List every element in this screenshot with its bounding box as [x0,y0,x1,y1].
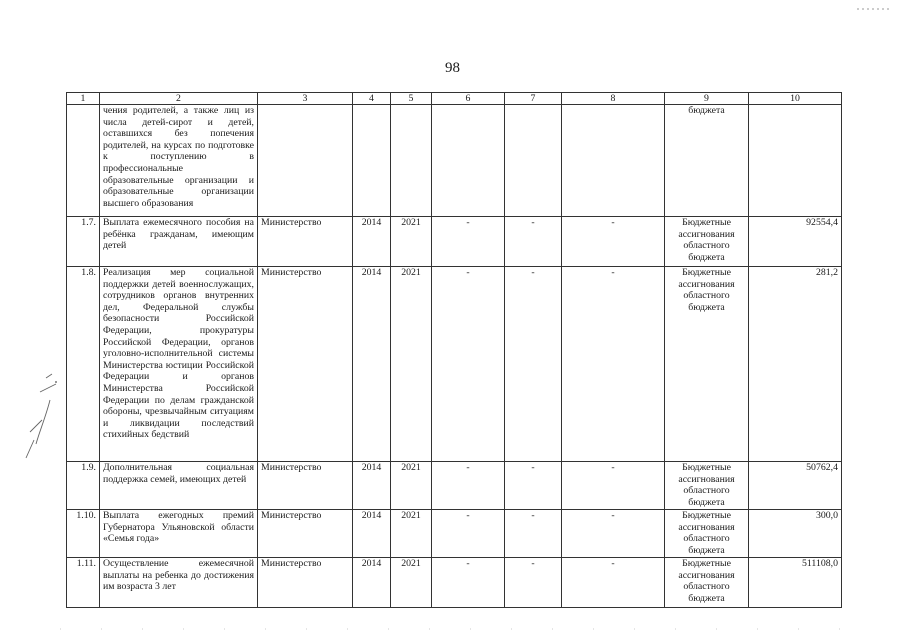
cell-amount [749,105,842,217]
cell-col6: - [432,462,505,510]
cell-col8: - [562,217,665,267]
cell-start-year: 2014 [353,462,391,510]
column-header: 4 [353,93,391,105]
column-header: 5 [391,93,432,105]
cell-col7: - [505,217,562,267]
cell-executor: Министерство [258,462,353,510]
cell-executor: Министерство [258,510,353,558]
column-header: 8 [562,93,665,105]
cell-col7: - [505,462,562,510]
cell-col7: - [505,558,562,608]
cell-executor: Министерство [258,217,353,267]
cell-amount: 281,2 [749,267,842,462]
cell-col6: - [432,267,505,462]
cell-funding-source: Бюджетные ассигнования областного бюджета [665,462,749,510]
cell-end-year: 2021 [391,462,432,510]
cell-number: 1.11. [67,558,100,608]
cell-description: Выплата ежемесячного пособия на ребёнка гражданам, имеющим детей [100,217,258,267]
cell-funding-source: Бюджетные ассигнования областного бюджета [665,267,749,462]
cell-number: 1.9. [67,462,100,510]
cell-col6: - [432,510,505,558]
table-row [67,462,842,510]
table-row [67,510,842,558]
cell-start-year: 2014 [353,558,391,608]
cell-amount: 50762,4 [749,462,842,510]
cell-amount: 300,0 [749,510,842,558]
cell-col7: - [505,510,562,558]
margin-pencil-marks [16,370,62,462]
column-header: 6 [432,93,505,105]
cell-start-year: 2014 [353,510,391,558]
cell-col8: - [562,462,665,510]
column-header: 3 [258,93,353,105]
column-header: 2 [100,93,258,105]
cell-description: Выплата ежегодных премий Губернатора Ульяновской области «Семья года» [100,510,258,558]
cell-col6: - [432,217,505,267]
cell-number: 1.8. [67,267,100,462]
page-number: 98 [445,60,460,76]
cell-col7: - [505,267,562,462]
cell-end-year [391,105,432,217]
cell-col8: - [562,510,665,558]
column-header: 7 [505,93,562,105]
column-header: 9 [665,93,749,105]
cell-col8: - [562,558,665,608]
measures-table [66,92,842,608]
cell-number: 1.7. [67,217,100,267]
cell-executor [258,105,353,217]
cell-end-year: 2021 [391,267,432,462]
cell-col6 [432,105,505,217]
cell-executor: Министерство [258,267,353,462]
cell-col8: - [562,267,665,462]
cell-amount: 511108,0 [749,558,842,608]
cell-funding-source: Бюджетные ассигнования областного бюджета [665,217,749,267]
cell-end-year: 2021 [391,510,432,558]
cell-description: Дополнительная социальная поддержка семей, имеющих детей [100,462,258,510]
table-row-continuation [67,105,842,217]
cell-number [67,105,100,217]
table-row [67,217,842,267]
cell-description: Реализация мер социальной поддержки детей военнослужащих, сотрудников органов внутренних дел, Федеральной службы безопасности Российской Федерации, прокуратуры Российской Федерации, органов уголовно-исполнительной системы Министерства юстиции Российской Федерации и органов Министерства Российской Федерации по делам гражданской обороны, чрезвычайным ситуациям и ликвидации последствий стихийных бедствий [100,267,258,462]
cell-col7 [505,105,562,217]
column-number-row [67,93,842,105]
cell-end-year: 2021 [391,217,432,267]
scan-artifact-bottom [60,626,860,632]
cell-description: Осуществление ежемесячной выплаты на ребенка до достижения им возраста 3 лет [100,558,258,608]
column-header: 10 [749,93,842,105]
cell-executor: Министерство [258,558,353,608]
column-header: 1 [67,93,100,105]
scan-artifact-top-right [855,6,895,12]
cell-number: 1.10. [67,510,100,558]
cell-funding-source: бюджета [665,105,749,217]
cell-funding-source: Бюджетные ассигнования областного бюджета [665,558,749,608]
cell-end-year: 2021 [391,558,432,608]
cell-funding-source: Бюджетные ассигнования областного бюджета [665,510,749,558]
cell-start-year: 2014 [353,267,391,462]
cell-col8 [562,105,665,217]
table-row [67,558,842,608]
cell-col6: - [432,558,505,608]
table-row [67,267,842,462]
cell-start-year: 2014 [353,217,391,267]
cell-description: чения родителей, а также лиц из числа детей-сирот и детей, оставшихся без попечения родителей, на курсах по подготовке к поступлению в профессиональные образовательные организации и образовательные организации высшего образования [100,105,258,217]
cell-start-year [353,105,391,217]
cell-amount: 92554,4 [749,217,842,267]
